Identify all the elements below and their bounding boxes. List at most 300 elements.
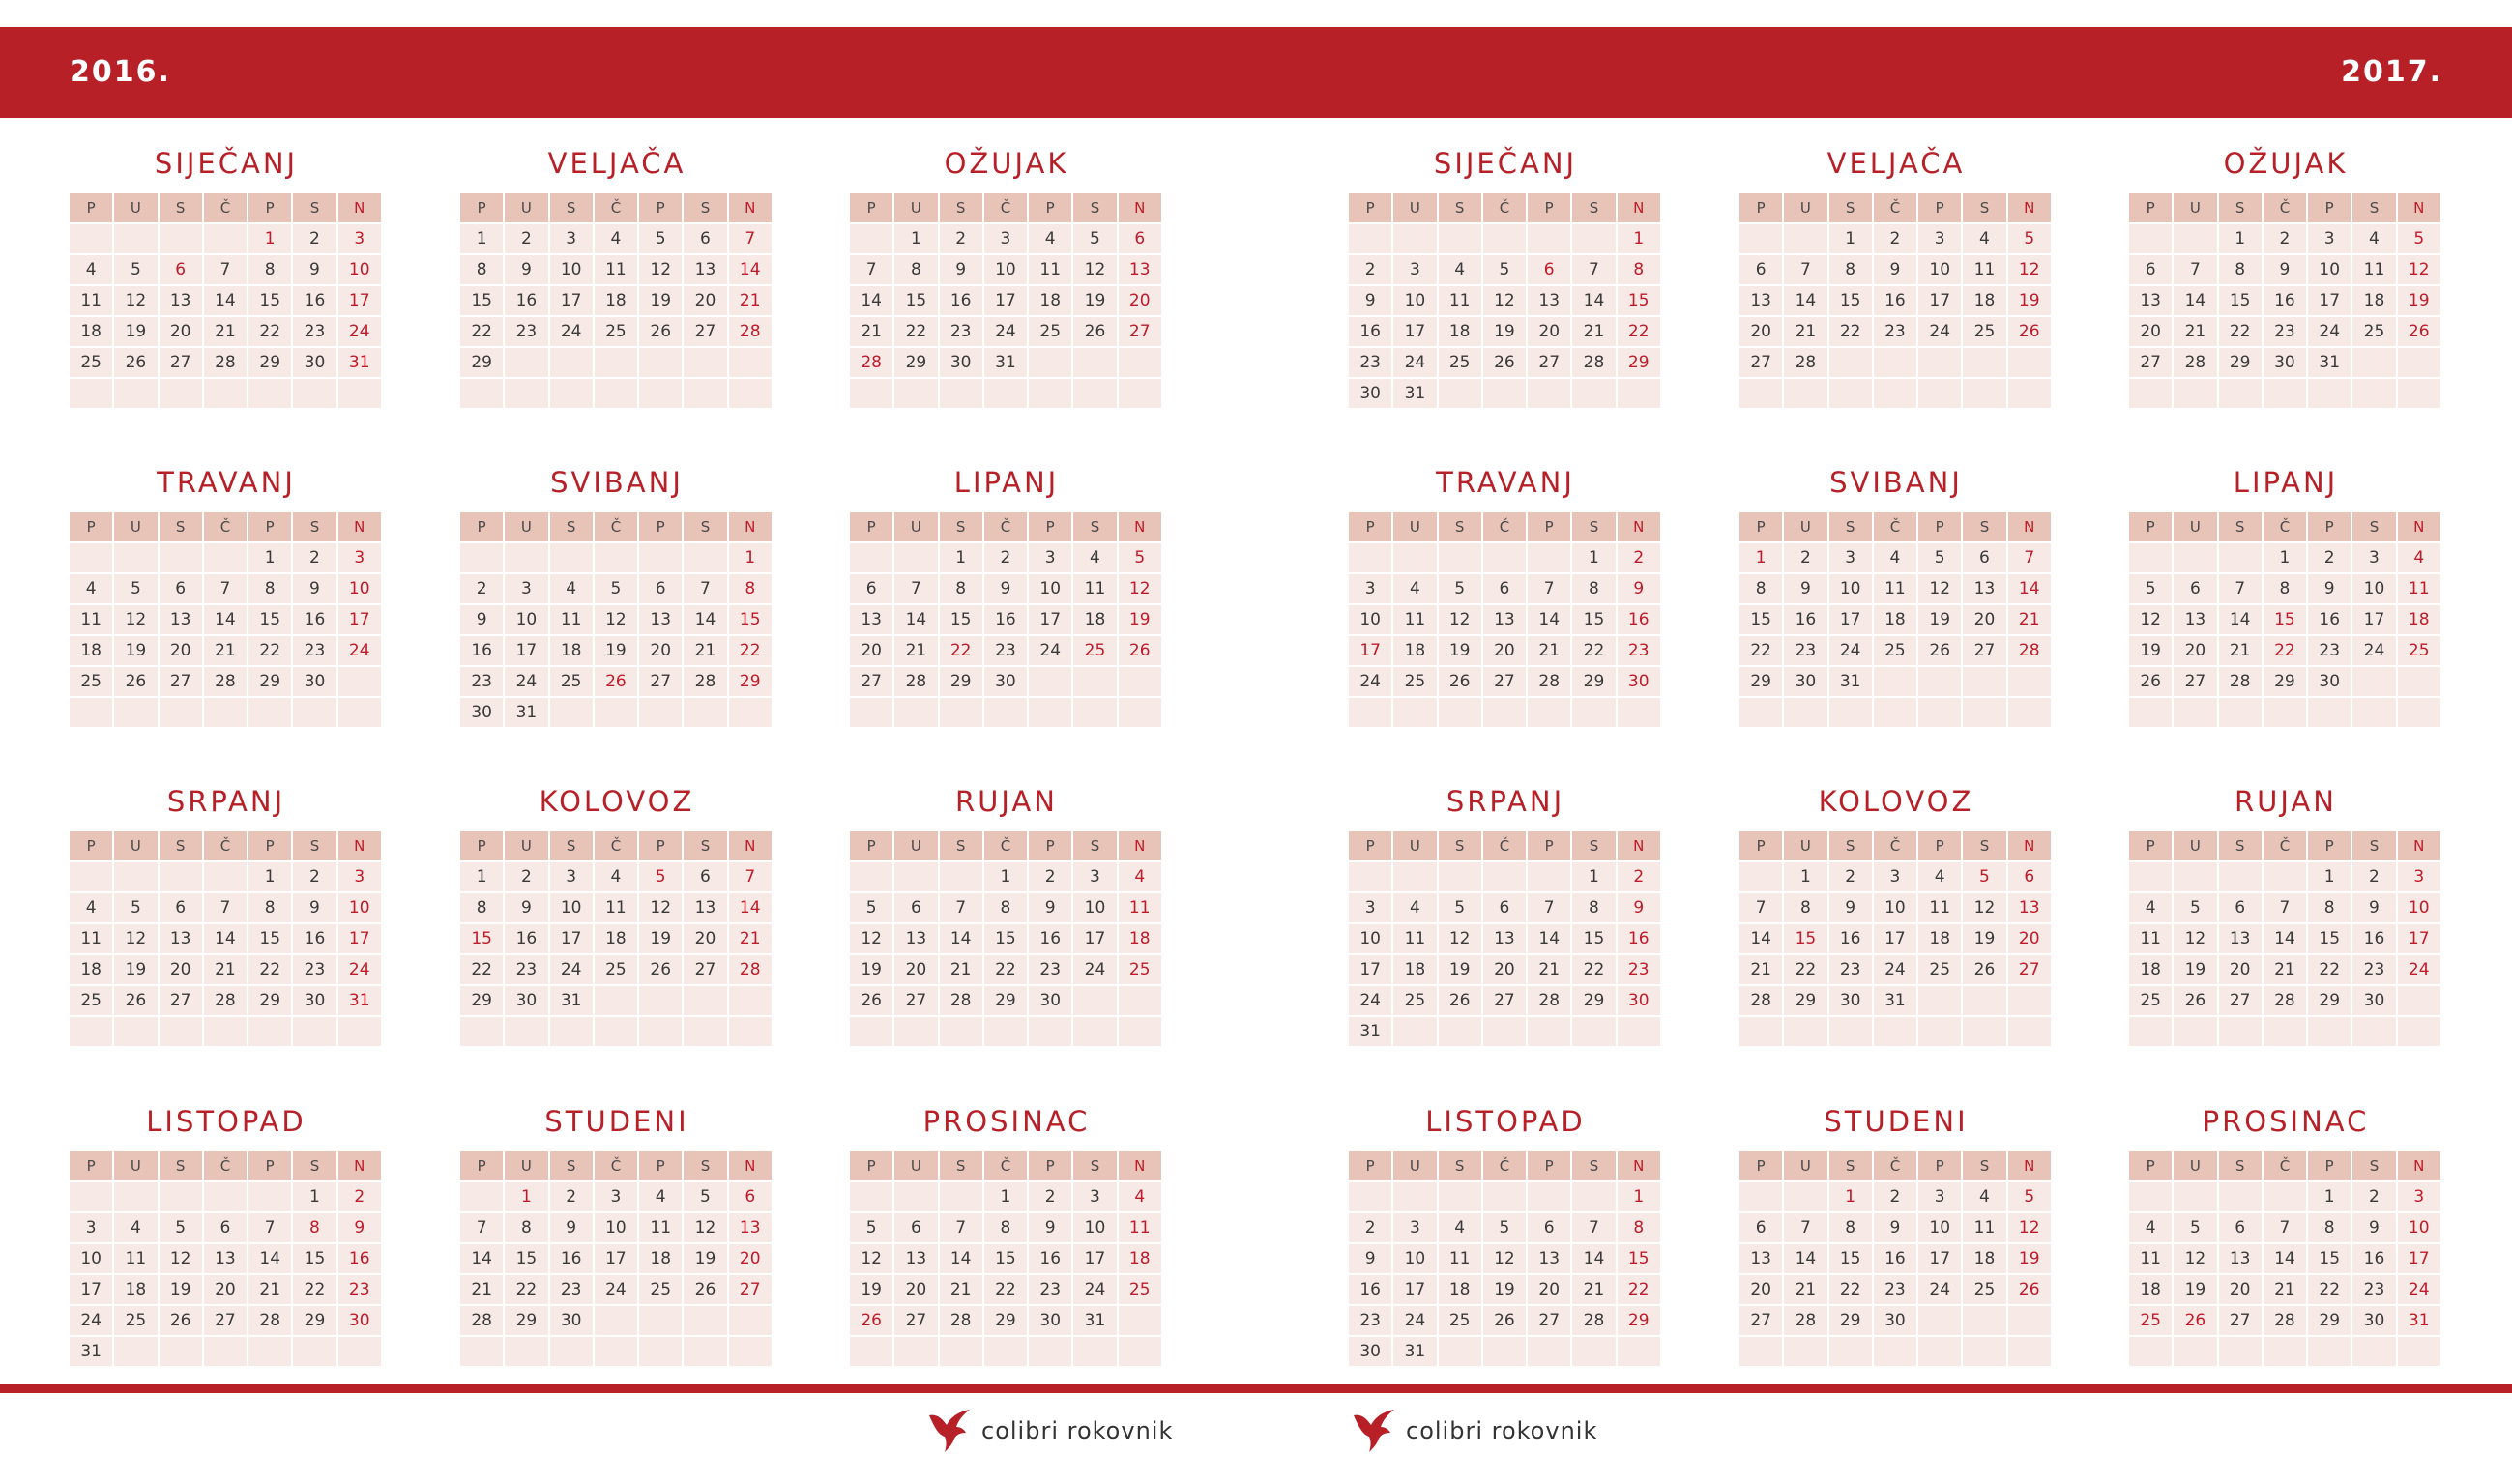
empty-day-cell (2174, 543, 2218, 574)
day-cell: 2 (2352, 862, 2397, 893)
day-cell: 7 (1528, 574, 1572, 605)
day-cell: 21 (1784, 317, 1828, 348)
day-cell: 23 (293, 636, 337, 667)
day-cell: 25 (1119, 1275, 1163, 1306)
day-cell: 22 (505, 1275, 549, 1306)
weekday-header: U (2174, 193, 2218, 224)
empty-day-cell (940, 379, 984, 410)
day-cell: 20 (850, 636, 894, 667)
day-cell: 19 (2008, 286, 2053, 317)
day-cell: 1 (2219, 224, 2264, 255)
day-cell: 21 (729, 924, 774, 955)
day-cell: 30 (460, 698, 505, 729)
day-cell: 24 (984, 317, 1029, 348)
empty-day-cell (684, 1017, 728, 1048)
day-cell: 19 (1439, 955, 1483, 986)
empty-day-cell (940, 862, 984, 893)
day-cell: 11 (1439, 1244, 1483, 1275)
day-cell: 8 (2264, 574, 2308, 605)
empty-day-cell (2352, 379, 2397, 410)
empty-day-cell (1829, 1017, 1874, 1048)
day-cell: 12 (114, 605, 159, 636)
empty-day-cell (2352, 348, 2397, 379)
day-cell: 11 (2352, 255, 2397, 286)
day-cell: 16 (2308, 605, 2352, 636)
empty-day-cell (1439, 1337, 1483, 1368)
day-cell: 27 (894, 986, 939, 1017)
empty-day-cell (1483, 862, 1528, 893)
empty-day-cell (1572, 1337, 1617, 1368)
day-cell: 15 (984, 924, 1029, 955)
month-calendar (1739, 447, 2053, 729)
empty-day-cell (850, 379, 894, 410)
day-cell: 22 (293, 1275, 337, 1306)
empty-day-cell (1739, 224, 1784, 255)
empty-day-cell (2008, 348, 2053, 379)
day-cell: 9 (2352, 1213, 2397, 1244)
day-cell: 17 (338, 924, 383, 955)
empty-day-cell (1029, 348, 1073, 379)
day-cell: 26 (2008, 317, 2053, 348)
day-cell: 31 (70, 1337, 114, 1368)
empty-day-cell (114, 1182, 159, 1213)
day-cell: 28 (1784, 1306, 1828, 1337)
day-cell: 27 (2219, 986, 2264, 1017)
empty-day-cell (1119, 1306, 1163, 1337)
empty-day-cell (1119, 1017, 1163, 1048)
day-cell: 14 (2174, 286, 2218, 317)
day-cell: 2 (1829, 862, 1874, 893)
weekday-header: Č (204, 193, 248, 224)
day-cell: 5 (2398, 224, 2442, 255)
day-cell: 28 (2008, 636, 2053, 667)
day-cell: 27 (684, 317, 728, 348)
weekday-header: P (850, 193, 894, 224)
day-cell: 17 (1918, 1244, 1963, 1275)
day-cell: 15 (248, 924, 293, 955)
day-cell: 8 (729, 574, 774, 605)
empty-day-cell (338, 667, 383, 698)
empty-day-cell (1029, 667, 1073, 698)
day-cell: 16 (505, 286, 549, 317)
day-cell: 16 (2352, 1244, 2397, 1275)
empty-day-cell (2219, 543, 2264, 574)
day-cell: 28 (1572, 348, 1617, 379)
day-cell: 14 (1528, 605, 1572, 636)
weekday-header: S (1073, 831, 1118, 862)
weekday-header: S (1572, 831, 1617, 862)
day-cell: 4 (1874, 543, 1918, 574)
day-cell: 12 (2129, 605, 2174, 636)
day-cell: 9 (1029, 1213, 1073, 1244)
weekday-header: P (850, 1151, 894, 1182)
day-cell: 1 (460, 224, 505, 255)
day-cell: 23 (1029, 1275, 1073, 1306)
day-cell: 28 (204, 667, 248, 698)
weekday-header: S (1963, 512, 2007, 543)
empty-day-cell (1784, 698, 1828, 729)
day-cell: 6 (684, 224, 728, 255)
day-cell: 8 (940, 574, 984, 605)
day-cell: 30 (1618, 986, 1662, 1017)
weekday-header: P (1528, 1151, 1572, 1182)
empty-day-cell (850, 698, 894, 729)
day-cell: 17 (2398, 1244, 2442, 1275)
empty-day-cell (2129, 698, 2174, 729)
day-cell: 16 (293, 286, 337, 317)
day-cell: 5 (639, 224, 684, 255)
day-cell: 29 (1739, 667, 1784, 698)
day-cell: 16 (1029, 1244, 1073, 1275)
day-cell: 21 (204, 317, 248, 348)
day-cell: 21 (1739, 955, 1784, 986)
day-cell: 24 (2398, 1275, 2442, 1306)
day-cell: 30 (1829, 986, 1874, 1017)
day-cell: 29 (1784, 986, 1828, 1017)
weekday-header: S (1572, 1151, 1617, 1182)
weekday-header: S (293, 193, 337, 224)
empty-day-cell (1963, 667, 2007, 698)
weekday-header: P (1918, 193, 1963, 224)
day-cell: 8 (460, 893, 505, 924)
empty-day-cell (1119, 698, 1163, 729)
weekday-header: P (1029, 512, 1073, 543)
empty-day-cell (248, 379, 293, 410)
weekday-header: S (550, 1151, 595, 1182)
empty-day-cell (729, 348, 774, 379)
empty-day-cell (1784, 1017, 1828, 1048)
day-cell: 18 (70, 317, 114, 348)
empty-day-cell (1528, 1182, 1572, 1213)
weekday-header: U (114, 1151, 159, 1182)
day-cell: 30 (2308, 667, 2352, 698)
weekday-header: P (248, 831, 293, 862)
empty-day-cell (160, 1337, 204, 1368)
month-calendar (1349, 447, 1662, 729)
empty-day-cell (2219, 1337, 2264, 1368)
day-cell: 13 (894, 1244, 939, 1275)
month-title: LIPANJ (2233, 466, 2339, 499)
day-cell: 7 (204, 574, 248, 605)
day-cell: 4 (1393, 574, 1438, 605)
day-cell: 22 (894, 317, 939, 348)
empty-day-cell (1739, 698, 1784, 729)
day-cell: 29 (2308, 1306, 2352, 1337)
empty-day-cell (70, 1017, 114, 1048)
day-cell: 29 (1618, 348, 1662, 379)
day-cell: 7 (1784, 255, 1828, 286)
weekday-header: P (1349, 1151, 1393, 1182)
month-title: VELJAČA (547, 147, 686, 180)
weekday-header: Č (1874, 1151, 1918, 1182)
empty-day-cell (1483, 1017, 1528, 1048)
day-cell: 21 (204, 636, 248, 667)
day-cell: 16 (505, 924, 549, 955)
weekday-header: U (1393, 512, 1438, 543)
empty-day-cell (1393, 224, 1438, 255)
day-cell: 3 (338, 543, 383, 574)
month-calendar (1739, 1086, 2053, 1368)
day-cell: 9 (1874, 1213, 1918, 1244)
day-cell: 2 (940, 224, 984, 255)
day-cell: 4 (595, 862, 639, 893)
empty-day-cell (2219, 1017, 2264, 1048)
empty-day-cell (984, 1017, 1029, 1048)
day-cell: 1 (729, 543, 774, 574)
day-cell: 28 (940, 986, 984, 1017)
day-cell: 11 (2398, 574, 2442, 605)
day-cell: 2 (460, 574, 505, 605)
year-label-left: 2016. (70, 55, 171, 89)
empty-day-cell (2174, 1017, 2218, 1048)
month-grid (1349, 831, 1662, 1048)
day-cell: 30 (1874, 1306, 1918, 1337)
weekday-header: N (2008, 1151, 2053, 1182)
hummingbird-icon (1348, 1406, 1398, 1456)
empty-day-cell (729, 698, 774, 729)
day-cell: 28 (2219, 667, 2264, 698)
weekday-header: N (1618, 512, 1662, 543)
empty-day-cell (1918, 986, 1963, 1017)
day-cell: 28 (2264, 1306, 2308, 1337)
weekday-header: N (1618, 193, 1662, 224)
day-cell: 28 (2264, 986, 2308, 1017)
weekday-header: N (729, 1151, 774, 1182)
day-cell: 19 (1439, 636, 1483, 667)
day-cell: 16 (1349, 1275, 1393, 1306)
empty-day-cell (1073, 348, 1118, 379)
empty-day-cell (1528, 379, 1572, 410)
day-cell: 16 (550, 1244, 595, 1275)
month-title: SRPANJ (166, 785, 286, 818)
weekday-header: P (1349, 831, 1393, 862)
day-cell: 27 (1528, 348, 1572, 379)
day-cell: 21 (729, 286, 774, 317)
empty-day-cell (160, 224, 204, 255)
day-cell: 11 (550, 605, 595, 636)
day-cell: 25 (70, 348, 114, 379)
day-cell: 18 (550, 636, 595, 667)
weekday-header: S (1572, 193, 1617, 224)
weekday-header: N (2398, 193, 2442, 224)
day-cell: 23 (2308, 636, 2352, 667)
empty-day-cell (1029, 1337, 1073, 1368)
day-cell: 26 (1483, 1306, 1528, 1337)
day-cell: 27 (850, 667, 894, 698)
weekday-header: U (505, 1151, 549, 1182)
day-cell: 22 (460, 317, 505, 348)
day-cell: 16 (293, 924, 337, 955)
day-cell: 27 (160, 986, 204, 1017)
month-calendar (70, 128, 383, 410)
day-cell: 7 (1784, 1213, 1828, 1244)
day-cell: 1 (2264, 543, 2308, 574)
day-cell: 5 (850, 893, 894, 924)
day-cell: 4 (595, 224, 639, 255)
weekday-header: N (1119, 512, 1163, 543)
empty-day-cell (1119, 379, 1163, 410)
weekday-header: Č (595, 1151, 639, 1182)
day-cell: 1 (984, 862, 1029, 893)
weekday-header: S (1073, 512, 1118, 543)
weekday-header: P (1739, 1151, 1784, 1182)
weekday-header: S (293, 1151, 337, 1182)
empty-day-cell (729, 1017, 774, 1048)
day-cell: 25 (639, 1275, 684, 1306)
day-cell: 22 (2219, 317, 2264, 348)
day-cell: 5 (2008, 1182, 2053, 1213)
day-cell: 4 (550, 574, 595, 605)
day-cell: 28 (729, 955, 774, 986)
day-cell: 17 (2308, 286, 2352, 317)
month-grid (70, 512, 383, 729)
empty-day-cell (550, 1017, 595, 1048)
month-grid (2129, 193, 2442, 410)
day-cell: 23 (1874, 1275, 1918, 1306)
day-cell: 1 (293, 1182, 337, 1213)
day-cell: 27 (204, 1306, 248, 1337)
day-cell: 26 (1119, 636, 1163, 667)
weekday-header: P (639, 831, 684, 862)
day-cell: 14 (894, 605, 939, 636)
empty-day-cell (70, 543, 114, 574)
weekday-header: S (940, 1151, 984, 1182)
empty-day-cell (2264, 1182, 2308, 1213)
day-cell: 12 (595, 605, 639, 636)
empty-day-cell (70, 1182, 114, 1213)
day-cell: 17 (70, 1275, 114, 1306)
day-cell: 25 (550, 667, 595, 698)
day-cell: 11 (70, 924, 114, 955)
weekday-header: Č (204, 512, 248, 543)
weekday-header: S (1963, 831, 2007, 862)
day-cell: 7 (1528, 893, 1572, 924)
month-grid (2129, 512, 2442, 729)
empty-day-cell (160, 543, 204, 574)
day-cell: 8 (505, 1213, 549, 1244)
empty-day-cell (2398, 1337, 2442, 1368)
month-title: LISTOPAD (1425, 1105, 1586, 1138)
day-cell: 14 (940, 1244, 984, 1275)
day-cell: 10 (1874, 893, 1918, 924)
day-cell: 3 (1393, 1213, 1438, 1244)
empty-day-cell (1739, 1017, 1784, 1048)
day-cell: 28 (1739, 986, 1784, 1017)
empty-day-cell (1963, 986, 2007, 1017)
month-title: RUJAN (2235, 785, 2337, 818)
day-cell: 13 (160, 605, 204, 636)
empty-day-cell (1829, 1337, 1874, 1368)
empty-day-cell (550, 348, 595, 379)
month-calendar (460, 128, 774, 410)
weekday-header: S (2352, 1151, 2397, 1182)
weekday-header: S (160, 831, 204, 862)
day-cell: 2 (1784, 543, 1828, 574)
day-cell: 9 (984, 574, 1029, 605)
day-cell: 25 (1073, 636, 1118, 667)
day-cell: 6 (2219, 1213, 2264, 1244)
day-cell: 10 (2352, 574, 2397, 605)
day-cell: 11 (2129, 1244, 2174, 1275)
weekday-header: P (2308, 512, 2352, 543)
empty-day-cell (1439, 862, 1483, 893)
day-cell: 6 (850, 574, 894, 605)
weekday-header: Č (984, 512, 1029, 543)
day-cell: 7 (940, 1213, 984, 1244)
day-cell: 1 (1572, 862, 1617, 893)
day-cell: 12 (684, 1213, 728, 1244)
weekday-header: P (639, 512, 684, 543)
weekday-header: P (1528, 512, 1572, 543)
year-header-bar (0, 27, 2512, 118)
day-cell: 14 (1739, 924, 1784, 955)
empty-day-cell (114, 862, 159, 893)
day-cell: 26 (2398, 317, 2442, 348)
day-cell: 23 (1349, 1306, 1393, 1337)
day-cell: 15 (1784, 924, 1828, 955)
day-cell: 20 (2008, 924, 2053, 955)
day-cell: 15 (460, 924, 505, 955)
empty-day-cell (204, 543, 248, 574)
empty-day-cell (550, 1337, 595, 1368)
empty-day-cell (2352, 667, 2397, 698)
month-calendar (1739, 766, 2053, 1048)
day-cell: 29 (984, 986, 1029, 1017)
empty-day-cell (550, 379, 595, 410)
weekday-header: S (160, 193, 204, 224)
weekday-header: Č (1483, 193, 1528, 224)
day-cell: 23 (1618, 636, 1662, 667)
day-cell: 25 (1439, 1306, 1483, 1337)
day-cell: 28 (204, 986, 248, 1017)
day-cell: 13 (204, 1244, 248, 1275)
day-cell: 16 (1874, 1244, 1918, 1275)
day-cell: 13 (1963, 574, 2007, 605)
month-grid (460, 831, 774, 1048)
day-cell: 13 (160, 286, 204, 317)
day-cell: 7 (1739, 893, 1784, 924)
day-cell: 2 (984, 543, 1029, 574)
day-cell: 24 (595, 1275, 639, 1306)
month-grid (850, 1151, 1163, 1368)
day-cell: 17 (1393, 1275, 1438, 1306)
empty-day-cell (338, 1017, 383, 1048)
day-cell: 25 (1393, 986, 1438, 1017)
day-cell: 2 (293, 224, 337, 255)
day-cell: 26 (595, 667, 639, 698)
day-cell: 10 (1393, 1244, 1438, 1275)
day-cell: 17 (1349, 636, 1393, 667)
day-cell: 20 (684, 286, 728, 317)
day-cell: 21 (204, 955, 248, 986)
day-cell: 20 (684, 924, 728, 955)
day-cell: 23 (1029, 955, 1073, 986)
empty-day-cell (1349, 543, 1393, 574)
weekday-header: P (1029, 831, 1073, 862)
day-cell: 15 (2308, 924, 2352, 955)
day-cell: 3 (2398, 862, 2442, 893)
weekday-header: S (684, 831, 728, 862)
day-cell: 29 (1572, 667, 1617, 698)
day-cell: 17 (2352, 605, 2397, 636)
day-cell: 20 (1739, 1275, 1784, 1306)
empty-day-cell (1918, 1306, 1963, 1337)
empty-day-cell (940, 1182, 984, 1213)
day-cell: 29 (940, 667, 984, 698)
empty-day-cell (1029, 379, 1073, 410)
day-cell: 29 (1829, 1306, 1874, 1337)
day-cell: 13 (850, 605, 894, 636)
